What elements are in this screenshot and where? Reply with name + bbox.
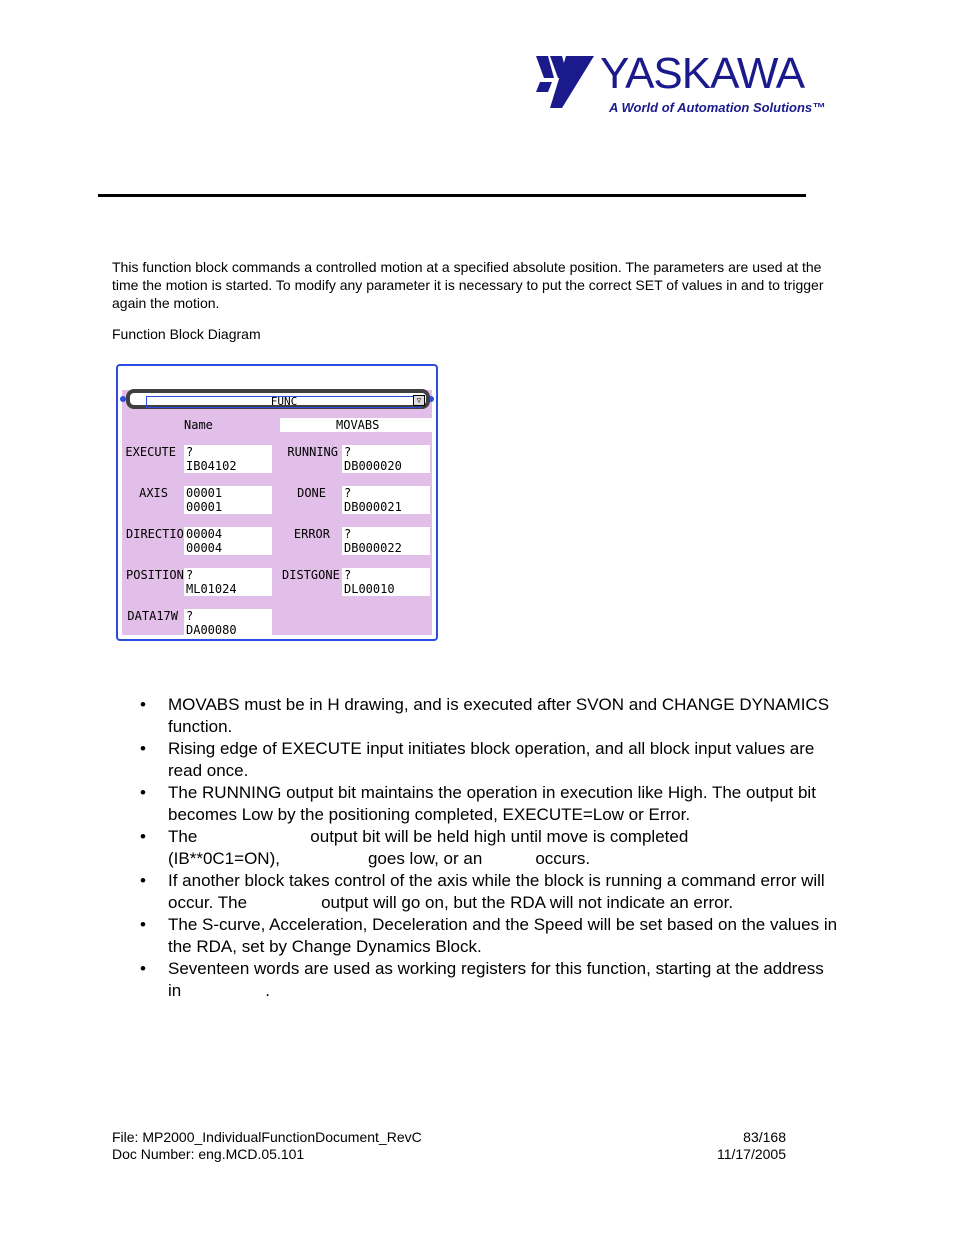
- dropdown-icon[interactable]: ▿: [413, 395, 425, 406]
- input-label: AXIS: [139, 486, 168, 500]
- output-address[interactable]: DB000022: [342, 541, 430, 555]
- list-item-text: If another block takes control of the axis while the block is running a command error will occur. The: [168, 871, 825, 912]
- list-item: [140, 738, 840, 782]
- list-item-text: The: [168, 827, 198, 846]
- list-item: [140, 958, 840, 1002]
- output-value[interactable]: ?: [342, 568, 430, 582]
- list-item-text: Rising edge of EXECUTE input initiates block operation, and all block input values are read once.: [168, 739, 815, 780]
- list-item-text: output bit will be held high until move is completed: [310, 827, 689, 846]
- list-item: [140, 782, 840, 826]
- input-address[interactable]: 00004: [184, 541, 272, 555]
- function-type-field[interactable]: FUNC: [146, 396, 422, 408]
- logo-wordmark: YASKAWA: [600, 49, 805, 98]
- input-value[interactable]: 00004: [184, 527, 272, 541]
- output-label: DONE: [297, 486, 326, 500]
- output-value[interactable]: ?: [342, 527, 430, 541]
- yaskawa-logo-icon: [532, 52, 598, 112]
- notes-list: [140, 694, 840, 1002]
- footer-page-number: 83/168: [743, 1129, 786, 1145]
- list-item-text: The RUNNING output bit maintains the operation in execution like High. The output bit becomes Low by the positioning completed, EXECUTE=Low or Error.: [168, 783, 816, 824]
- name-label: Name: [184, 418, 213, 432]
- name-value[interactable]: MOVABS: [280, 418, 434, 432]
- input-label: EXECUTE: [125, 445, 176, 459]
- output-address[interactable]: DB000020: [342, 459, 430, 473]
- input-value[interactable]: ?: [184, 609, 272, 623]
- list-item-text: Seventeen words are used as working registers for this function, starting at the address in: [168, 959, 824, 1000]
- output-address[interactable]: DL00010: [342, 582, 430, 596]
- input-address[interactable]: 00001: [184, 500, 272, 514]
- input-address[interactable]: DA00080: [184, 623, 272, 637]
- input-label: DIRECTIO: [126, 527, 184, 541]
- footer-right: [660, 1129, 786, 1163]
- output-label: RUNNING: [287, 445, 338, 459]
- input-label: DATA17W: [127, 609, 178, 623]
- list-item: [140, 826, 840, 870]
- input-value[interactable]: ?: [184, 445, 272, 459]
- list-item-text: output will go on, but the RDA will not indicate an error.: [321, 893, 734, 912]
- output-value[interactable]: ?: [342, 445, 430, 459]
- footer-left: [112, 1129, 422, 1163]
- function-header-bar[interactable]: [126, 389, 430, 409]
- list-item: [140, 870, 840, 914]
- list-item-text: occurs.: [535, 849, 591, 868]
- input-value[interactable]: 00001: [184, 486, 272, 500]
- input-address[interactable]: IB04102: [184, 459, 272, 473]
- list-item-text: (IB**0C1=ON),: [168, 849, 280, 868]
- output-value[interactable]: ?: [342, 486, 430, 500]
- list-item-text: MOVABS must be in H drawing, and is executed after SVON and CHANGE DYNAMICS function.: [168, 695, 830, 736]
- output-label: DISTGONE: [282, 568, 340, 582]
- input-value[interactable]: ?: [184, 568, 272, 582]
- list-item-text: .: [265, 981, 270, 1000]
- logo-tagline: A World of Automation Solutions™: [609, 100, 826, 115]
- list-item: [140, 914, 840, 958]
- function-block-diagram: [116, 364, 438, 641]
- list-item-text: goes low, or an: [367, 849, 483, 868]
- input-label: POSITION: [126, 568, 184, 582]
- input-address[interactable]: ML01024: [184, 582, 272, 596]
- footer-doc-number: Doc Number: eng.MCD.05.101: [112, 1146, 305, 1162]
- output-address[interactable]: DB000021: [342, 500, 430, 514]
- intro-paragraph: This function block commands a controlled motion at a specified absolute position. The parameters are used at the time the motion is started. To modify any parameter it is necessary to put the correct SET of values in and to trigger again the motion.: [112, 259, 824, 311]
- list-item-text: The S-curve, Acceleration, Deceleration and the Speed will be set based on the values in the RDA, set by Change Dynamics Block.: [168, 915, 838, 956]
- footer-date: 11/17/2005: [716, 1146, 786, 1162]
- diagram-caption: Function Block Diagram: [112, 326, 261, 342]
- footer-file: File: MP2000_IndividualFunctionDocument_RevC: [112, 1129, 422, 1145]
- output-label: ERROR: [293, 527, 330, 541]
- header-rule: [98, 194, 806, 197]
- list-item: [140, 694, 840, 738]
